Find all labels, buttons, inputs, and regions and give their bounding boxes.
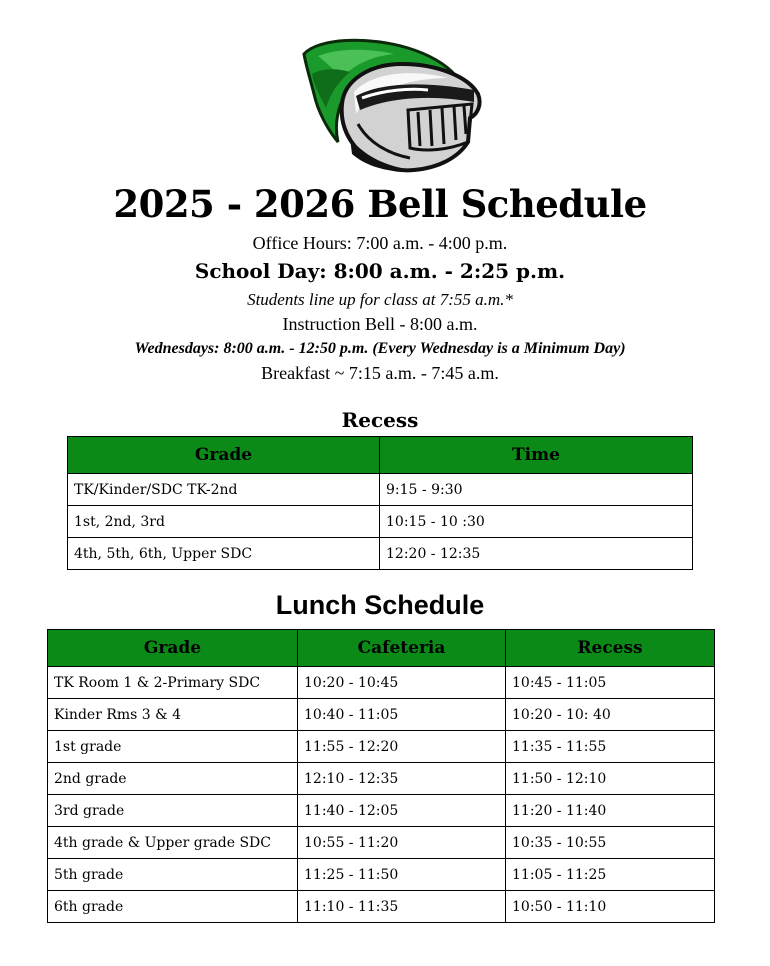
recess-cell: 10:50 - 11:10	[506, 891, 715, 923]
recess-table	[67, 436, 693, 570]
page-title: 2025 - 2026 Bell Schedule	[113, 182, 647, 226]
column-header: Time	[380, 437, 693, 474]
table-row	[48, 667, 715, 699]
recess-cell: 10:45 - 11:05	[506, 667, 715, 699]
table-header-row	[68, 437, 693, 474]
cafeteria-cell: 11:25 - 11:50	[298, 859, 506, 891]
table-row	[48, 795, 715, 827]
time-cell: 12:20 - 12:35	[380, 538, 693, 570]
table-row	[48, 859, 715, 891]
column-header: Grade	[48, 630, 298, 667]
table-row	[48, 731, 715, 763]
grade-cell: 2nd grade	[48, 763, 298, 795]
column-header: Grade	[68, 437, 380, 474]
recess-cell: 11:05 - 11:25	[506, 859, 715, 891]
wednesday-note: Wednesdays: 8:00 a.m. - 12:50 p.m. (Every Wednesday is a Minimum Day)	[134, 340, 626, 357]
grade-cell: 6th grade	[48, 891, 298, 923]
grade-cell: 4th grade & Upper grade SDC	[48, 827, 298, 859]
breakfast-hours: Breakfast ~ 7:15 a.m. - 7:45 a.m.	[261, 363, 499, 383]
cafeteria-cell: 11:10 - 11:35	[298, 891, 506, 923]
lunch-heading: Lunch Schedule	[275, 590, 485, 620]
cafeteria-cell: 10:40 - 11:05	[298, 699, 506, 731]
recess-cell: 10:20 - 10: 40	[506, 699, 715, 731]
grade-cell: 1st grade	[48, 731, 298, 763]
column-header: Recess	[506, 630, 715, 667]
grade-cell: TK/Kinder/SDC TK-2nd	[68, 474, 380, 506]
cafeteria-cell: 10:20 - 10:45	[298, 667, 506, 699]
recess-cell: 10:35 - 10:55	[506, 827, 715, 859]
grade-cell: 3rd grade	[48, 795, 298, 827]
lunch-table	[47, 629, 715, 923]
recess-cell: 11:35 - 11:55	[506, 731, 715, 763]
table-row	[68, 506, 693, 538]
grade-cell: TK Room 1 & 2-Primary SDC	[48, 667, 298, 699]
table-row	[48, 891, 715, 923]
cafeteria-cell: 11:55 - 12:20	[298, 731, 506, 763]
table-row	[48, 763, 715, 795]
column-header: Cafeteria	[298, 630, 506, 667]
cafeteria-cell: 12:10 - 12:35	[298, 763, 506, 795]
table-header-row	[48, 630, 715, 667]
cafeteria-cell: 11:40 - 12:05	[298, 795, 506, 827]
cafeteria-cell: 10:55 - 11:20	[298, 827, 506, 859]
table-row	[48, 699, 715, 731]
instruction-bell: Instruction Bell - 8:00 a.m.	[282, 314, 478, 334]
grade-cell: 4th, 5th, 6th, Upper SDC	[68, 538, 380, 570]
grade-cell: 1st, 2nd, 3rd	[68, 506, 380, 538]
line-up-note: Students line up for class at 7:55 a.m.*	[247, 290, 513, 309]
table-row	[68, 538, 693, 570]
office-hours: Office Hours: 7:00 a.m. - 4:00 p.m.	[252, 233, 508, 253]
grade-cell: Kinder Rms 3 & 4	[48, 699, 298, 731]
recess-cell: 11:20 - 11:40	[506, 795, 715, 827]
time-cell: 9:15 - 9:30	[380, 474, 693, 506]
school-day: School Day: 8:00 a.m. - 2:25 p.m.	[194, 259, 566, 283]
recess-heading: Recess	[341, 408, 419, 432]
table-row	[48, 827, 715, 859]
grade-cell: 5th grade	[48, 859, 298, 891]
knight-helmet-icon	[298, 34, 484, 174]
time-cell: 10:15 - 10 :30	[380, 506, 693, 538]
recess-cell: 11:50 - 12:10	[506, 763, 715, 795]
table-row	[68, 474, 693, 506]
